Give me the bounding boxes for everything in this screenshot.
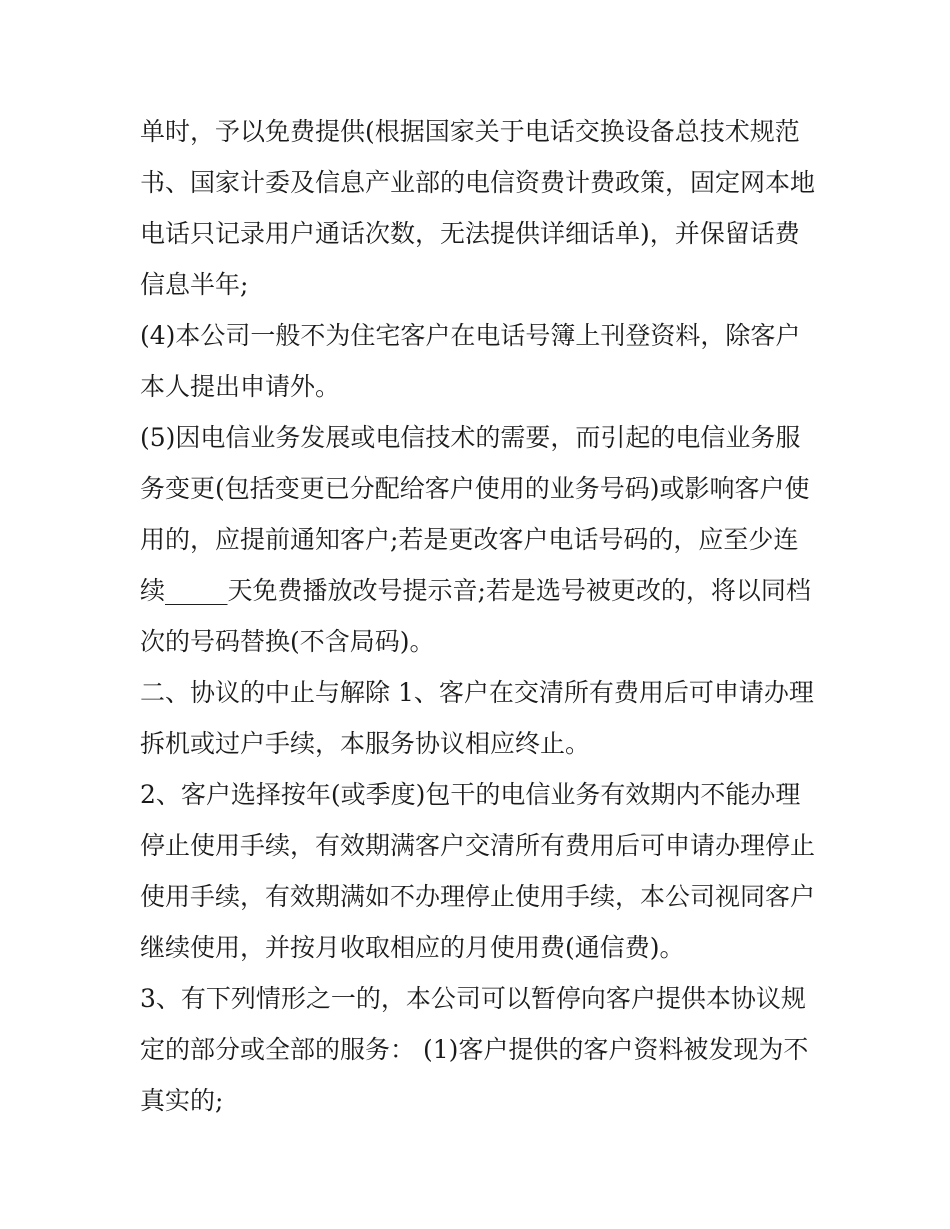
- text-line: 2、客户选择按年(或季度)包干的电信业务有效期内不能办理: [140, 780, 801, 809]
- text-line: 电话只记录用户通话次数，无法提供详细话单)，并保留话费: [140, 219, 800, 248]
- text-line: 真实的;: [140, 1086, 224, 1115]
- text-line: 继续使用，并按月收取相应的月使用费(通信费)。: [140, 933, 685, 962]
- text-line: 续_____天免费播放改号提示音;若是选号被更改的，将以同档: [140, 576, 811, 605]
- text-line: 定的部分或全部的服务： (1)客户提供的客户资料被发现为不: [140, 1035, 809, 1064]
- text-line: 二、协议的中止与解除 1、客户在交清所有费用后可申请办理: [140, 678, 814, 707]
- text-line: 务变更(包括变更已分配给客户使用的业务号码)或影响客户使: [140, 474, 810, 503]
- text-line: 停止使用手续，有效期满客户交清所有费用后可申请办理停止: [140, 831, 816, 860]
- text-line: 拆机或过户手续，本服务协议相应终止。: [140, 729, 591, 758]
- text-line: 本人提出申请外。: [140, 372, 341, 401]
- text-line: 单时，予以免费提供(根据国家关于电话交换设备总技术规范: [140, 117, 800, 146]
- text-line: (5)因电信业务发展或电信技术的需要，而引起的电信业务服: [140, 423, 801, 452]
- text-line: (4)本公司一般不为住宅客户在电话号簿上刊登资料，除客户: [140, 321, 801, 350]
- text-line: 书、国家计委及信息产业部的电信资费计费政策，固定网本地: [140, 168, 816, 197]
- text-line: 使用手续，有效期满如不办理停止使用手续，本公司视同客户: [140, 882, 816, 911]
- text-line: 信息半年;: [140, 270, 249, 299]
- text-line: 用的，应提前通知客户;若是更改客户电话号码的，应至少连: [140, 525, 799, 554]
- document-body: [140, 106, 830, 1126]
- text-line: 3、有下列情形之一的，本公司可以暂停向客户提供本协议规: [140, 984, 806, 1013]
- text-line: 次的号码替换(不含局码)。: [140, 627, 435, 656]
